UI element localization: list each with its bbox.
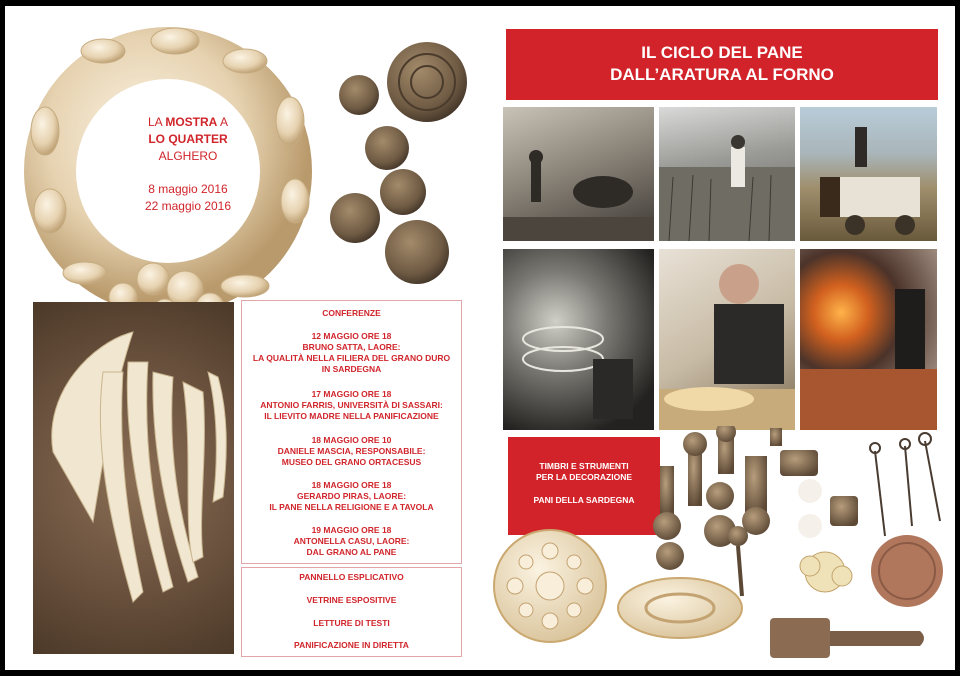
conference-speaker: ANTONELLA CASU, LAORE: xyxy=(293,536,410,546)
conference-date: 18 MAGGIO ORE 18 xyxy=(311,480,392,490)
mill-photo xyxy=(503,249,654,430)
exhibition-date-from: 8 maggio 2016 xyxy=(148,182,228,196)
exhibition-city: ALGHERO xyxy=(158,149,218,163)
conference-item xyxy=(250,435,453,468)
ploughing-photo xyxy=(503,107,654,241)
conference-topic-cont: IN SARDEGNA xyxy=(321,364,382,374)
wheat-bread-sculpture xyxy=(33,302,234,654)
mill-scene xyxy=(503,249,654,430)
brochure-spread xyxy=(5,6,955,670)
event-item: PANNELLO ESPLICATIVO xyxy=(299,572,404,582)
exhibition-title-bold: MOSTRA xyxy=(165,115,218,129)
conference-topic: IL PANE NELLA RELIGIONE E A TAVOLA xyxy=(269,502,434,512)
conference-date: 17 MAGGIO ORE 18 xyxy=(311,389,392,399)
tools-caption-line3: PANI DELLA SARDEGNA xyxy=(533,495,635,505)
kneading-scene xyxy=(659,249,795,430)
wheat-bread-photo xyxy=(33,302,234,654)
conference-speaker: ANTONIO FARRIS, UNIVERSITÀ DI SASSARI: xyxy=(260,400,443,410)
exhibition-date-to: 22 maggio 2016 xyxy=(144,199,232,213)
conferences-box xyxy=(241,300,462,564)
oven-photo xyxy=(800,249,937,430)
events-box xyxy=(241,567,462,657)
banner-title-line1: IL CICLO DEL PANE xyxy=(641,43,803,62)
banner-title-line2: DALL’ARATURA AL FORNO xyxy=(610,65,834,84)
exhibition-title xyxy=(113,114,263,131)
tools-caption-line2: PER LA DECORAZIONE xyxy=(535,472,633,482)
bread-stamps-image xyxy=(327,40,477,290)
bread-cycle-banner xyxy=(506,29,938,100)
conferences-title: CONFERENZE xyxy=(322,308,381,318)
exhibition-info xyxy=(113,114,263,215)
exhibition-title-post: A xyxy=(217,115,229,129)
conference-topic: MUSEO DEL GRANO ORTACESUS xyxy=(281,457,422,467)
event-item: PANIFICAZIONE IN DIRETTA xyxy=(294,640,409,650)
cart-photo xyxy=(800,107,937,241)
conference-date: 18 MAGGIO ORE 10 xyxy=(311,435,392,445)
conference-speaker: DANIELE MASCIA, RESPONSABILE: xyxy=(277,446,426,456)
event-item: LETTURE DI TESTI xyxy=(313,618,390,628)
conference-speaker: GERARDO PIRAS, LAORE: xyxy=(296,491,407,501)
event-item: VETRINE ESPOSITIVE xyxy=(306,595,397,605)
conference-topic: LA QUALITÀ NELLA FILIERA DEL GRANO DURO xyxy=(252,353,451,363)
tools-caption-line1: TIMBRI E STRUMENTI xyxy=(539,461,629,471)
kneading-photo xyxy=(659,249,795,430)
conference-topic: IL LIEVITO MADRE NELLA PANIFICAZIONE xyxy=(264,411,439,421)
oven-scene xyxy=(800,249,937,430)
conference-item xyxy=(250,389,453,422)
harvest-scene xyxy=(659,107,795,241)
conference-item xyxy=(250,525,453,558)
conference-date: 12 MAGGIO ORE 18 xyxy=(311,331,392,341)
exhibition-venue: LO QUARTER xyxy=(148,132,228,146)
conference-topic: DAL GRANO AL PANE xyxy=(306,547,397,557)
conference-speaker: BRUNO SATTA, LAORE: xyxy=(302,342,401,352)
conference-date: 19 MAGGIO ORE 18 xyxy=(311,525,392,535)
tools-and-breads-image xyxy=(480,426,950,666)
harvest-photo xyxy=(659,107,795,241)
cart-scene xyxy=(800,107,937,241)
conference-item xyxy=(250,480,453,513)
exhibition-title-pre: LA xyxy=(147,115,166,129)
ploughing-scene xyxy=(503,107,654,241)
conference-item xyxy=(250,331,453,375)
